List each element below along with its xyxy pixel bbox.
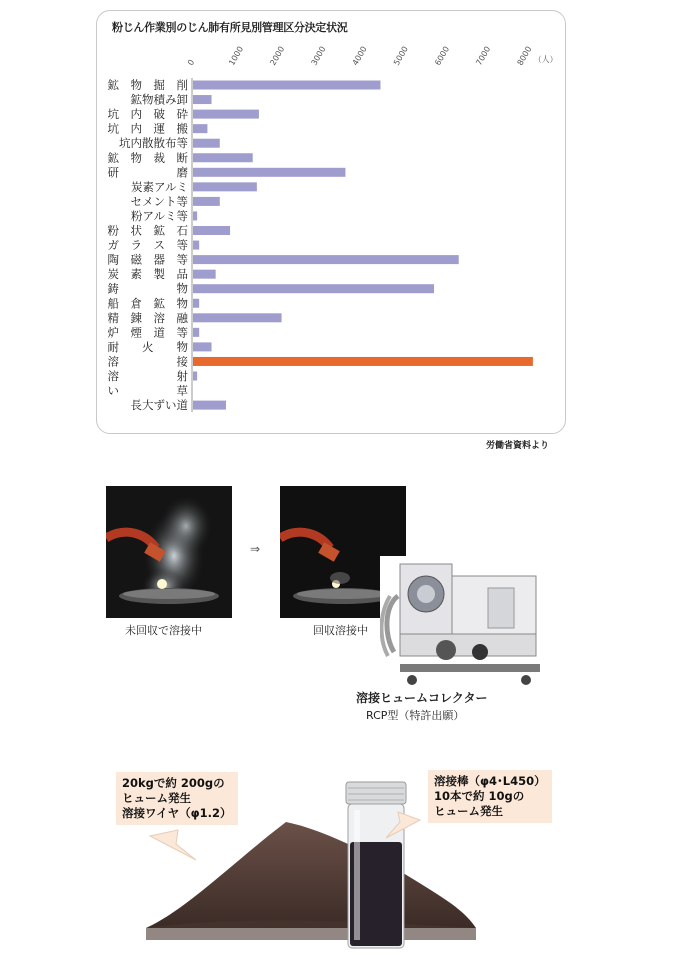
category-label: 粉 状 鉱 石 [107, 223, 188, 238]
category-label: 長大ずい道 [130, 398, 188, 413]
category-label: 坑内散散布等 [119, 136, 188, 151]
arrow-separator: ⇒ [250, 542, 261, 556]
category-label: 炭 素 製 品 [107, 267, 188, 282]
callout-wire-line3: 溶接ワイヤ（φ1.2） [122, 806, 232, 820]
callout-rod-line1: 溶接棒（φ4･L450） [434, 774, 546, 788]
callout-wire [116, 772, 238, 825]
category-label: 溶 接 [107, 354, 188, 369]
category-label: 坑 内 運 搬 [107, 121, 188, 136]
category-label: 精 錬 溶 融 [107, 310, 188, 325]
category-label: ガ ラ ス 等 [107, 238, 188, 253]
callout-rod-line2: 10本で約 10gの [434, 789, 525, 803]
category-label: 鉱 物 裁 断 [107, 150, 188, 165]
category-label: 陶 磁 器 等 [107, 252, 188, 267]
category-label: 坑 内 破 砕 [107, 107, 188, 122]
callout-wire-line1: 20kgで約 200gの [122, 776, 225, 790]
right-callout-arrow [386, 812, 420, 838]
caption-collected: 回収溶接中 [313, 624, 368, 637]
x-unit-label: （人） [533, 55, 558, 64]
x-tick-label: 7000 [474, 44, 493, 67]
category-label: 溶 射 [107, 369, 188, 383]
category-label: 研 磨 [107, 165, 188, 180]
callout-wire-line2: ヒューム発生 [122, 791, 191, 805]
category-label: 耐 火 物 [107, 339, 188, 354]
category-label: セメント等 [130, 194, 188, 209]
x-tick-label: 2000 [268, 44, 287, 67]
x-tick-label: 1000 [227, 44, 246, 67]
category-label: 鉱物積み卸 [130, 92, 188, 107]
caption-uncollected: 未回収で溶接中 [125, 624, 202, 637]
x-tick-label: 5000 [391, 44, 410, 67]
category-label: 鋳 物 [107, 281, 188, 296]
x-tick-label: 6000 [433, 44, 452, 67]
category-label: 粉アルミ等 [130, 208, 188, 223]
category-label: 鉱 物 掘 削 [107, 78, 188, 92]
chart-title: 粉じん作業別のじん肺有所見別管理区分決定状況 [112, 21, 348, 34]
category-label: 炭素アルミ [130, 179, 188, 194]
machine-title: 溶接ヒュームコレクター [356, 691, 488, 705]
category-label: 船 倉 鉱 物 [107, 296, 188, 311]
x-tick-label: 0 [185, 58, 197, 67]
callout-rod [428, 770, 552, 823]
category-label: い 草 [107, 383, 188, 398]
source-note: 労働省資料より [486, 441, 550, 451]
x-tick-label: 4000 [350, 44, 369, 67]
left-callout-arrow [150, 830, 196, 860]
callout-rod-line3: ヒューム発生 [434, 804, 503, 818]
x-tick-label: 3000 [309, 44, 328, 67]
machine-subtitle: RCP型（特許出願） [366, 709, 465, 722]
category-label: 炉 煙 道 等 [107, 325, 188, 340]
x-tick-label: 8000 [515, 44, 534, 67]
